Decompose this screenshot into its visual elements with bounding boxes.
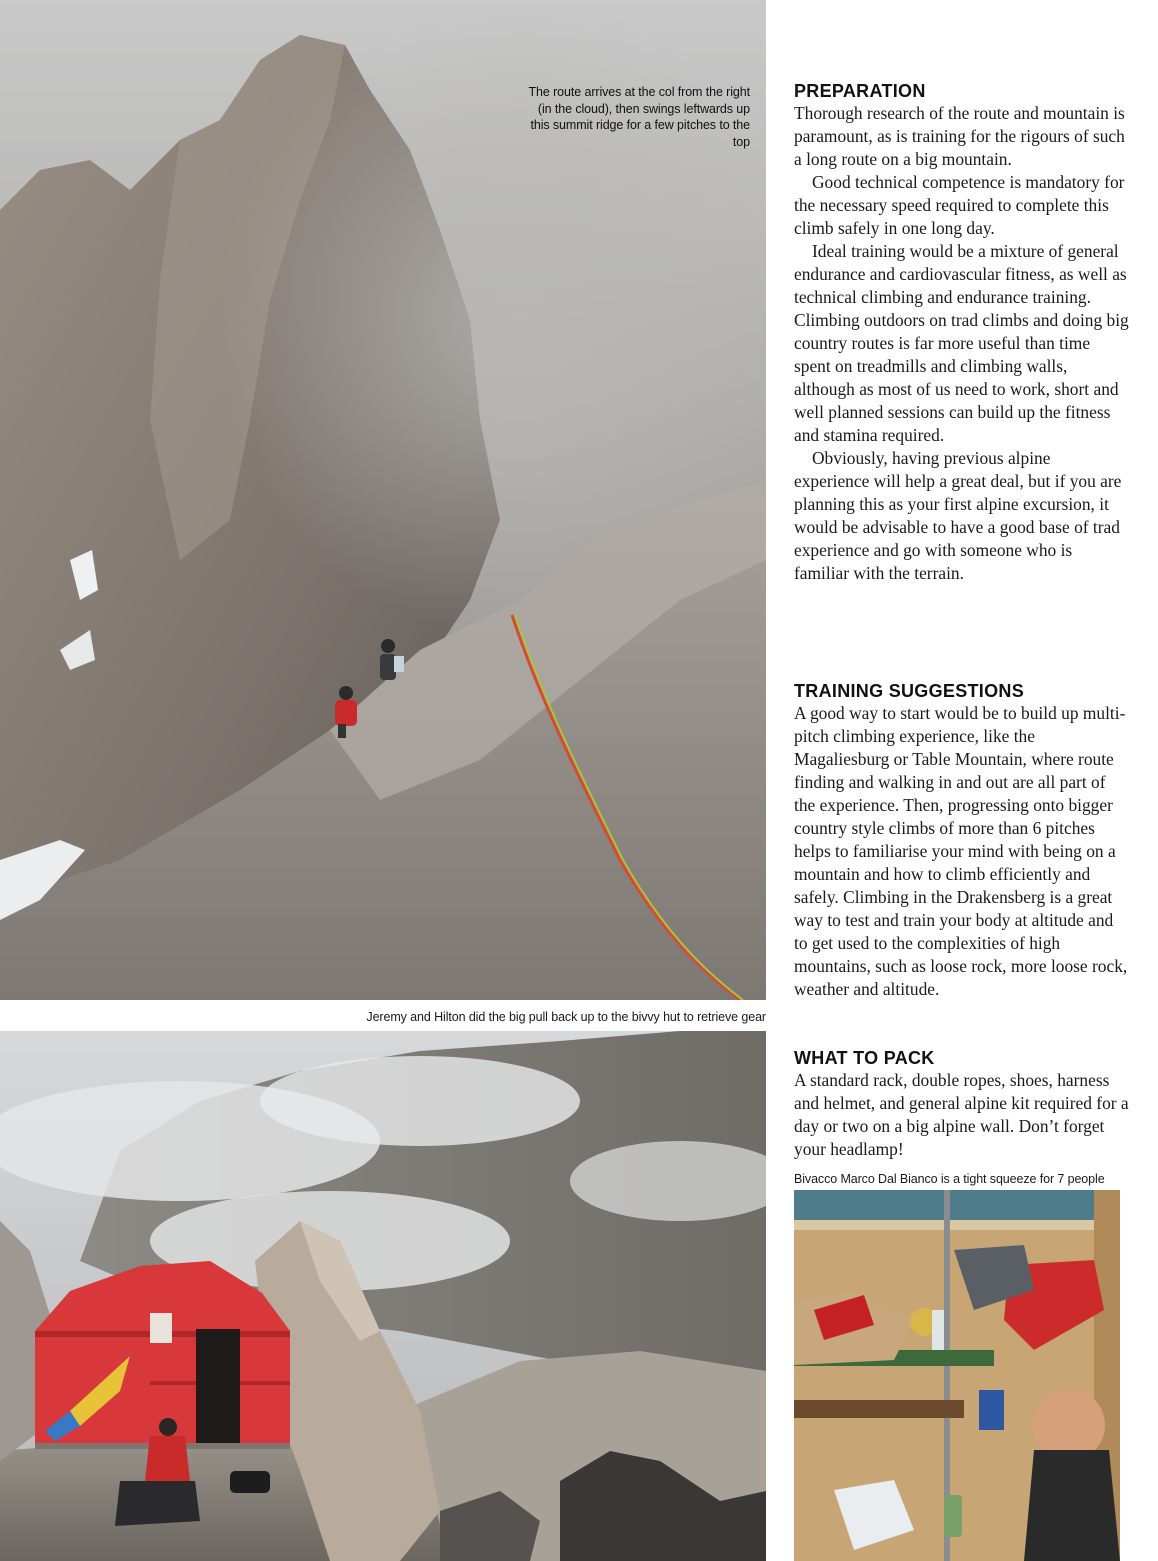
heading-what-to-pack: WHAT TO PACK [794,1048,935,1068]
photo-hut-interior [794,1190,1120,1561]
caption-hut-interior: Bivacco Marco Dal Bianco is a tight squeeze for 7 people [794,1172,1105,1186]
photo-summit-ridge [0,0,766,1000]
paragraph: Ideal training would be a mixture of general endurance and cardiovascular fitness, as well as technical climbing and endurance training. Climbing outdoors on trad climbs and doing big country routes is far more useful than time spent on treadmills and climbing walls, although as most of us need to work, short and well planned sessions can build up the fitness and stamina required. [794,241,1129,445]
section-training-suggestions [794,680,1129,1001]
paragraph: Good technical competence is mandatory for the necessary speed required to complete this climb safely in one long day. [794,172,1125,238]
paragraph: Obviously, having previous alpine experience will help a great deal, but if you are planning this as your first alpine excursion, it would be advisable to have a good base of trad experience and go with someone who is familiar with the terrain. [794,448,1122,583]
heading-training-suggestions: TRAINING SUGGESTIONS [794,681,1025,701]
section-preparation [794,80,1129,585]
section-what-to-pack [794,1047,1129,1161]
caption-bivvy-hut: Jeremy and Hilton did the big pull back up to the bivvy hut to retrieve gear [366,1010,766,1024]
paragraph: Thorough research of the route and mountain is paramount, as is training for the rigours of such a long route on a big mountain. [794,103,1125,169]
paragraph: A good way to start would be to build up multi-pitch climbing experience, like the Magaliesburg or Table Mountain, where route finding and walking in and out are all part of the experience. Then, progressing onto bigger country style climbs of more than 6 pitches helps to familiarise your mind with being on a mountain and how to climb efficiently and safely. Climbing in the Drakensberg is a great way to test and train your body at altitude and to get used to the complexities of high mountains, such as loose rock, more loose rock, weather and altitude. [794,703,1128,999]
caption-summit-ridge: The route arrives at the col from the right (in the cloud), then swings leftwards up this summit ridge for a few pitches to the top [528,85,750,149]
photo-bivvy-hut [0,1031,766,1561]
paragraph: A standard rack, double ropes, shoes, harness and helmet, and general alpine kit required for a day or two on a big alpine wall. Don’t forget your headlamp! [794,1070,1129,1159]
heading-preparation: PREPARATION [794,81,926,101]
